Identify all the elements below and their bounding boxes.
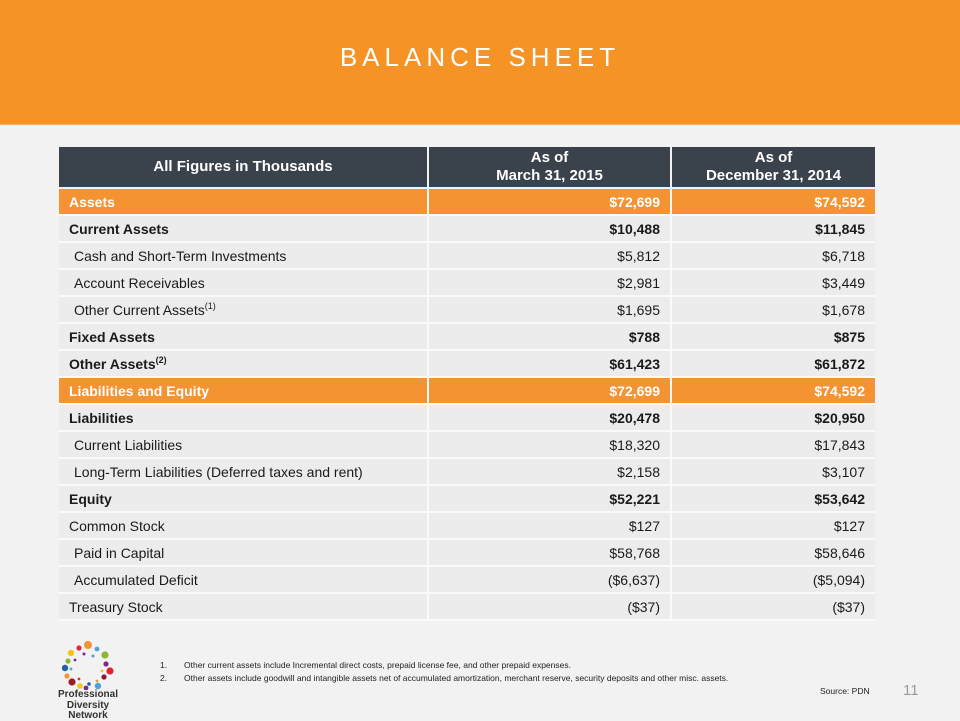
column-header-label bbox=[59, 147, 428, 188]
row-label bbox=[59, 485, 428, 512]
value-december-2014: $6,718 bbox=[671, 242, 875, 269]
value-march-2015: $2,981 bbox=[428, 269, 671, 296]
row-label-text: Liabilities and Equity bbox=[69, 382, 210, 399]
value-march-2015: $18,320 bbox=[428, 431, 671, 458]
row-label bbox=[59, 350, 428, 377]
row-label bbox=[59, 323, 428, 350]
footnote-1 bbox=[160, 659, 728, 672]
row-label bbox=[59, 431, 428, 458]
row-label bbox=[59, 458, 428, 485]
footnote-marker: (2) bbox=[155, 354, 167, 365]
value-march-2015: $72,699 bbox=[428, 377, 671, 404]
footnote-2 bbox=[160, 672, 728, 685]
value-december-2014: ($5,094) bbox=[671, 566, 875, 593]
value-december-2014: $53,642 bbox=[671, 485, 875, 512]
page-title: BALANCE SHEET bbox=[339, 42, 621, 72]
balance-sheet-table bbox=[59, 147, 875, 621]
value-march-2015: $5,812 bbox=[428, 242, 671, 269]
row-label bbox=[59, 566, 428, 593]
logo-text-line-1: Professional bbox=[57, 689, 119, 700]
row-label bbox=[59, 512, 428, 539]
value-december-2014: $74,592 bbox=[671, 188, 875, 215]
row-label-text: Other Assets bbox=[69, 355, 156, 372]
table-row bbox=[59, 215, 875, 242]
column-header-march-2015 bbox=[428, 147, 671, 188]
row-label bbox=[59, 539, 428, 566]
value-december-2014: $61,872 bbox=[671, 350, 875, 377]
row-label-text: Assets bbox=[69, 193, 115, 210]
value-march-2015: ($37) bbox=[428, 593, 671, 620]
row-label bbox=[59, 296, 428, 323]
value-december-2014: $127 bbox=[671, 512, 875, 539]
value-december-2014: ($37) bbox=[671, 593, 875, 620]
row-label bbox=[59, 404, 428, 431]
row-label bbox=[59, 377, 428, 404]
company-logo bbox=[50, 640, 126, 721]
footnote-number: 2. bbox=[160, 673, 168, 683]
column-header-text: All Figures in Thousands bbox=[153, 158, 333, 175]
table-row bbox=[59, 485, 875, 512]
row-label bbox=[59, 593, 428, 620]
page-number: 11 bbox=[903, 682, 919, 699]
value-march-2015: $72,699 bbox=[428, 188, 671, 215]
table-row bbox=[59, 242, 875, 269]
value-december-2014: $17,843 bbox=[671, 431, 875, 458]
value-march-2015: $52,221 bbox=[428, 485, 671, 512]
value-december-2014: $74,592 bbox=[671, 377, 875, 404]
value-december-2014: $58,646 bbox=[671, 539, 875, 566]
value-december-2014: $3,449 bbox=[671, 269, 875, 296]
row-label-text: Current Liabilities bbox=[74, 436, 183, 453]
table-row bbox=[59, 323, 875, 350]
value-march-2015: $20,478 bbox=[428, 404, 671, 431]
footnote-number: 1. bbox=[160, 660, 168, 670]
row-label bbox=[59, 269, 428, 296]
table-row bbox=[59, 539, 875, 566]
value-december-2014: $11,845 bbox=[671, 215, 875, 242]
row-label-text: Accumulated Deficit bbox=[74, 571, 198, 588]
table-row bbox=[59, 377, 875, 404]
value-march-2015: $127 bbox=[428, 512, 671, 539]
table-row bbox=[59, 269, 875, 296]
footnotes bbox=[160, 659, 728, 685]
table-row bbox=[59, 593, 875, 620]
table-row bbox=[59, 512, 875, 539]
column-header-line-1: As of bbox=[754, 149, 793, 166]
value-march-2015: $1,695 bbox=[428, 296, 671, 323]
table-row bbox=[59, 296, 875, 323]
row-label-text: Account Receivables bbox=[74, 274, 205, 291]
value-march-2015: $58,768 bbox=[428, 539, 671, 566]
value-march-2015: $10,488 bbox=[428, 215, 671, 242]
table-row bbox=[59, 350, 875, 377]
row-label bbox=[59, 242, 428, 269]
logo-dot-ring-icon bbox=[62, 640, 114, 690]
value-december-2014: $3,107 bbox=[671, 458, 875, 485]
row-label-text: Long-Term Liabilities (Deferred taxes and rent) bbox=[74, 463, 363, 480]
table-row bbox=[59, 188, 875, 215]
row-label-text: Fixed Assets bbox=[69, 328, 155, 345]
column-header-line-2: December 31, 2014 bbox=[705, 167, 842, 184]
table-row bbox=[59, 566, 875, 593]
source-note: Source: PDN bbox=[820, 686, 870, 696]
value-december-2014: $20,950 bbox=[671, 404, 875, 431]
row-label-text: Common Stock bbox=[69, 517, 165, 534]
value-march-2015: $788 bbox=[428, 323, 671, 350]
column-header-line-1: As of bbox=[530, 149, 569, 166]
row-label-text: Cash and Short-Term Investments bbox=[74, 247, 287, 264]
value-march-2015: $61,423 bbox=[428, 350, 671, 377]
row-label-text: Paid in Capital bbox=[74, 544, 165, 561]
slide-header bbox=[0, 0, 960, 125]
value-march-2015: $2,158 bbox=[428, 458, 671, 485]
table-row bbox=[59, 404, 875, 431]
value-december-2014: $875 bbox=[671, 323, 875, 350]
table-row bbox=[59, 431, 875, 458]
column-header-line-2: March 31, 2015 bbox=[496, 167, 603, 184]
table-row bbox=[59, 458, 875, 485]
row-label bbox=[59, 188, 428, 215]
logo-text-line-2: Diversity Network bbox=[66, 700, 110, 721]
row-label-text: Liabilities bbox=[69, 409, 134, 426]
row-label-text: Other Current Assets bbox=[74, 301, 205, 318]
table-header-row bbox=[59, 147, 875, 188]
row-label-text: Equity bbox=[69, 490, 112, 507]
value-march-2015: ($6,637) bbox=[428, 566, 671, 593]
footnote-text: Other assets include goodwill and intangible assets net of accumulated amortization, merchant reserve, security deposits and other misc. assets. bbox=[184, 673, 729, 683]
value-december-2014: $1,678 bbox=[671, 296, 875, 323]
row-label-text: Current Assets bbox=[69, 220, 169, 237]
footnote-marker: (1) bbox=[204, 300, 216, 311]
row-label-text: Treasury Stock bbox=[69, 598, 163, 615]
row-label bbox=[59, 215, 428, 242]
column-header-december-2014 bbox=[671, 147, 875, 188]
footnote-text: Other current assets include Incremental direct costs, prepaid license fee, and other prepaid expenses. bbox=[184, 660, 571, 670]
